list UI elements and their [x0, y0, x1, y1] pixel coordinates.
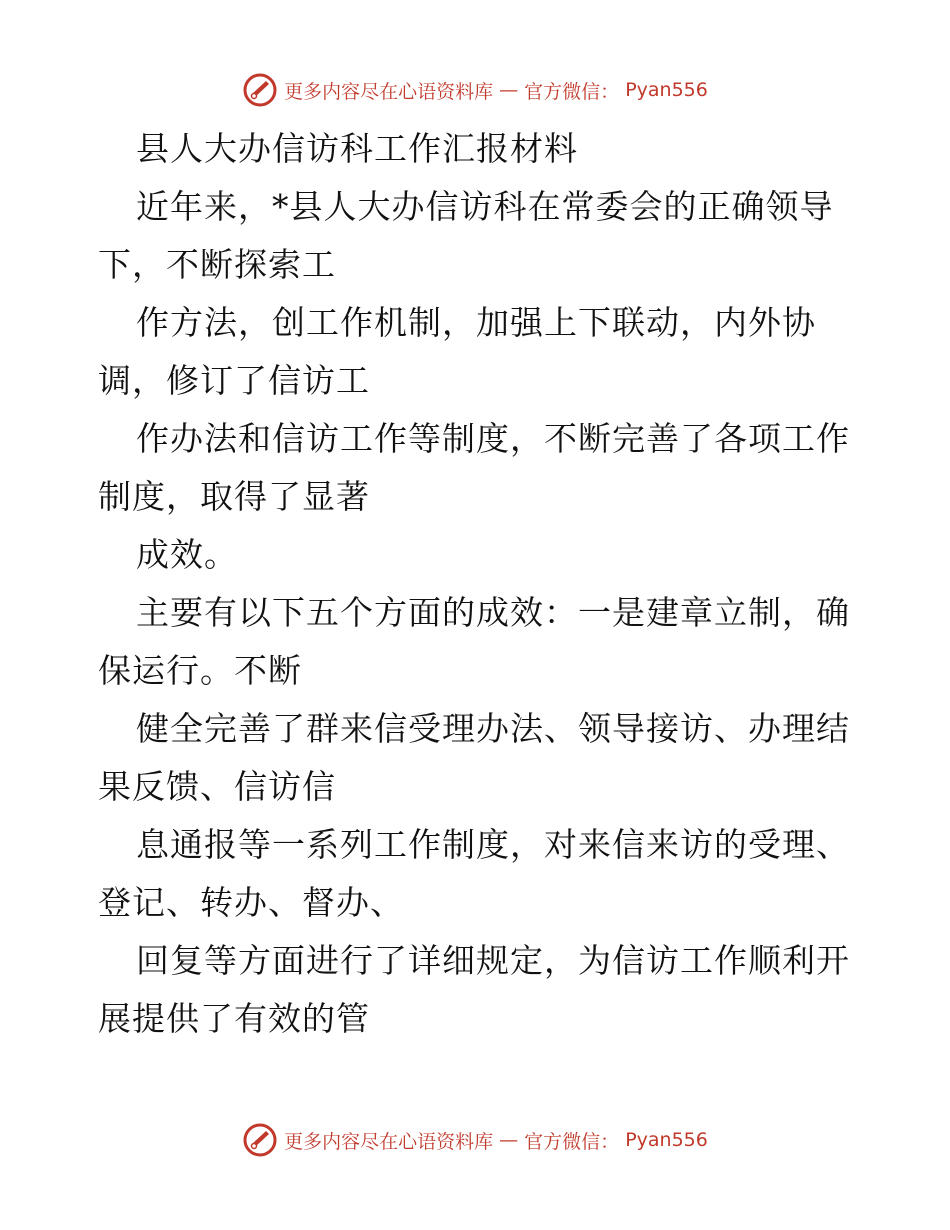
text-line: 健全完善了群来信受理办法、领导接访、办理结 [136, 709, 850, 748]
document-title: 县人大办信访科工作汇报材料 [136, 129, 578, 168]
text-line: 制度，取得了显著 [98, 477, 370, 516]
banner-wechat-label: 官方微信： [524, 80, 620, 103]
text-line: 主要有以下五个方面的成效：一是建章立制，确 [136, 593, 850, 632]
text-line: 作方法，创工作机制，加强上下联动，内外协 [136, 303, 816, 342]
text-line: 息通报等一系列工作制度，对来信来访的受理、 [136, 825, 850, 864]
text-line: 回复等方面进行了详细规定，为信访工作顺利开 [136, 941, 850, 980]
banner-wechat-id: Pyan556 [625, 79, 708, 101]
document-body [98, 120, 858, 1048]
brand-logo-icon [242, 1122, 278, 1158]
banner-wechat-label: 官方微信： [524, 1130, 620, 1153]
text-line: 作办法和信访工作等制度，不断完善了各项工作 [136, 419, 850, 458]
text-line: 调，修订了信访工 [98, 361, 370, 400]
header-watermark-banner [0, 72, 950, 108]
banner-wechat-id: Pyan556 [625, 1129, 708, 1151]
footer-watermark-banner [0, 1122, 950, 1158]
banner-separator: — [499, 79, 519, 101]
banner-text: 更多内容尽在心语资料库 [284, 80, 494, 103]
text-line: 果反馈、信访信 [98, 767, 336, 806]
banner-separator: — [499, 1129, 519, 1151]
text-line: 保运行。不断 [98, 651, 302, 690]
text-line: 登记、转办、督办、 [98, 883, 404, 922]
text-line: 近年来，*县人大办信访科在常委会的正确领导 [136, 187, 834, 226]
text-line: 下，不断探索工 [98, 245, 336, 284]
banner-text: 更多内容尽在心语资料库 [284, 1130, 494, 1153]
text-line: 展提供了有效的管 [98, 999, 370, 1038]
brand-logo-icon [242, 72, 278, 108]
text-line: 成效。 [136, 535, 238, 574]
